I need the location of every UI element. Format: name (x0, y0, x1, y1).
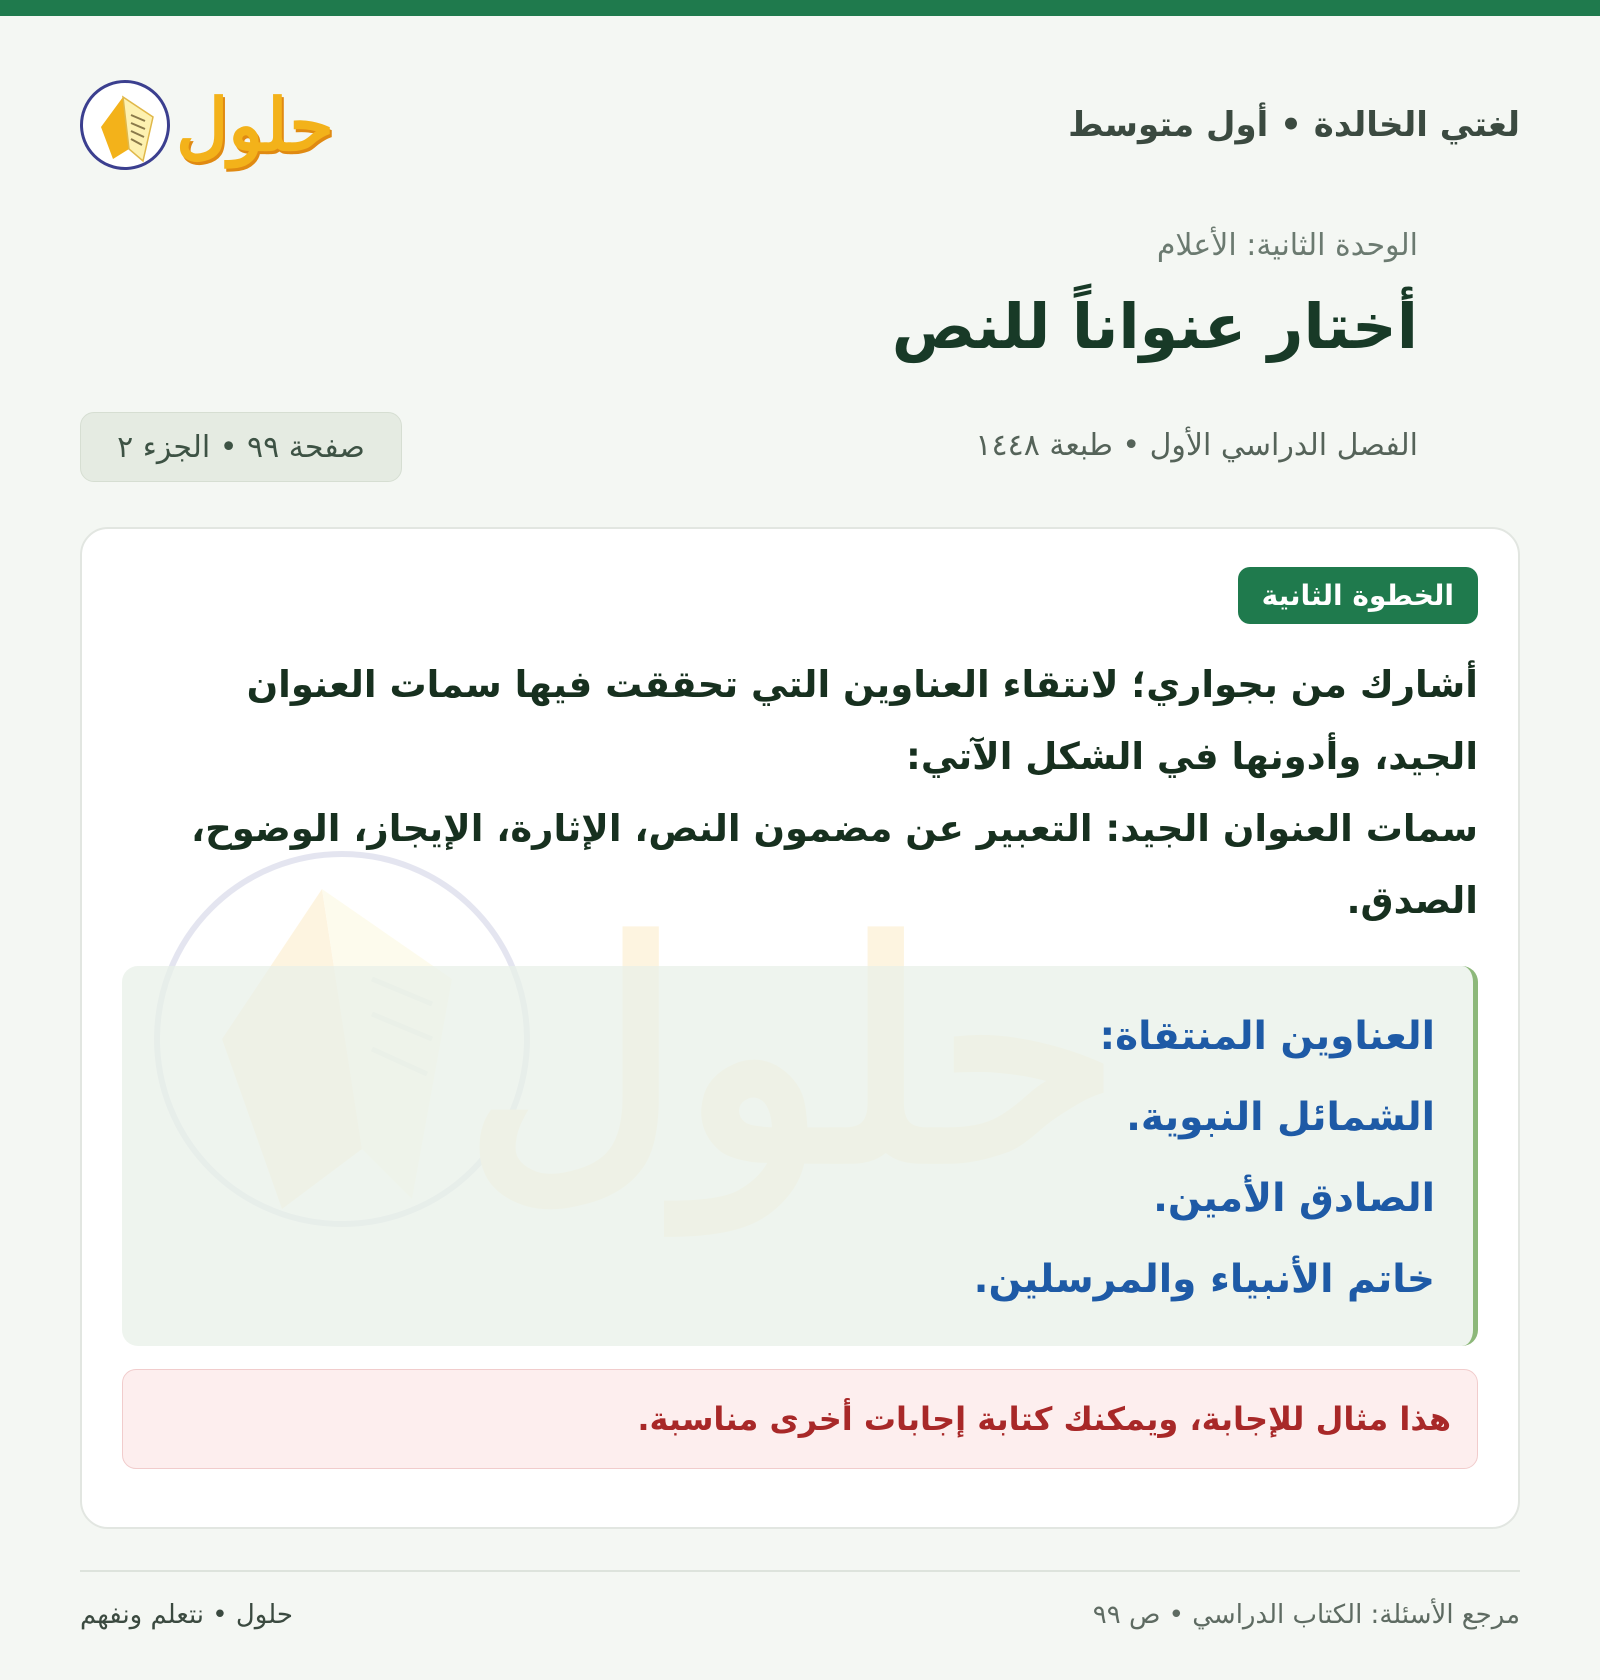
page-title: أختار عنواناً للنص (891, 290, 1418, 363)
step-badge: الخطوة الثانية (1238, 567, 1478, 624)
footer-reference: مرجع الأسئلة: الكتاب الدراسي • ص ٩٩ (1092, 1600, 1520, 1630)
question-text (122, 649, 1478, 937)
footer-tagline: حلول • نتعلم ونفهم (80, 1600, 293, 1630)
question-line: سمات العنوان الجيد: التعبير عن مضمون النص، الإثارة، الإيجاز، الوضوح، (191, 807, 1478, 850)
unit-label: الوحدة الثانية: الأعلام (1156, 228, 1418, 263)
exercise-card (80, 527, 1520, 1529)
question-line: أشارك من بجواري؛ لانتقاء العناوين التي تحققت فيها سمات العنوان (246, 663, 1478, 706)
logo-wordmark: حلول (176, 82, 334, 167)
answer-item: الشمائل النبوية. (1126, 1095, 1435, 1140)
book-pen-icon (80, 80, 170, 170)
answer-box (122, 966, 1478, 1346)
answer-note: هذا مثال للإجابة، ويمكنك كتابة إجابات أخرى مناسبة. (122, 1369, 1478, 1469)
question-line: الجيد، وأدونها في الشكل الآتي: (906, 735, 1478, 778)
page-chip: صفحة ٩٩ • الجزء ٢ (80, 412, 402, 482)
logo[interactable] (80, 80, 334, 170)
question-line: الصدق. (1346, 879, 1478, 922)
header (80, 70, 1520, 180)
brand-line: لغتي الخالدة • أول متوسط (1068, 105, 1520, 145)
top-accent-bar (0, 0, 1600, 16)
answer-item: خاتم الأنبياء والمرسلين. (973, 1257, 1435, 1302)
answer-item: الصادق الأمين. (1153, 1176, 1435, 1221)
semester-info: الفصل الدراسي الأول • طبعة ١٤٤٨ (975, 428, 1418, 463)
footer-divider (80, 1570, 1520, 1572)
answer-heading: العناوين المنتقاة: (1099, 1014, 1435, 1059)
